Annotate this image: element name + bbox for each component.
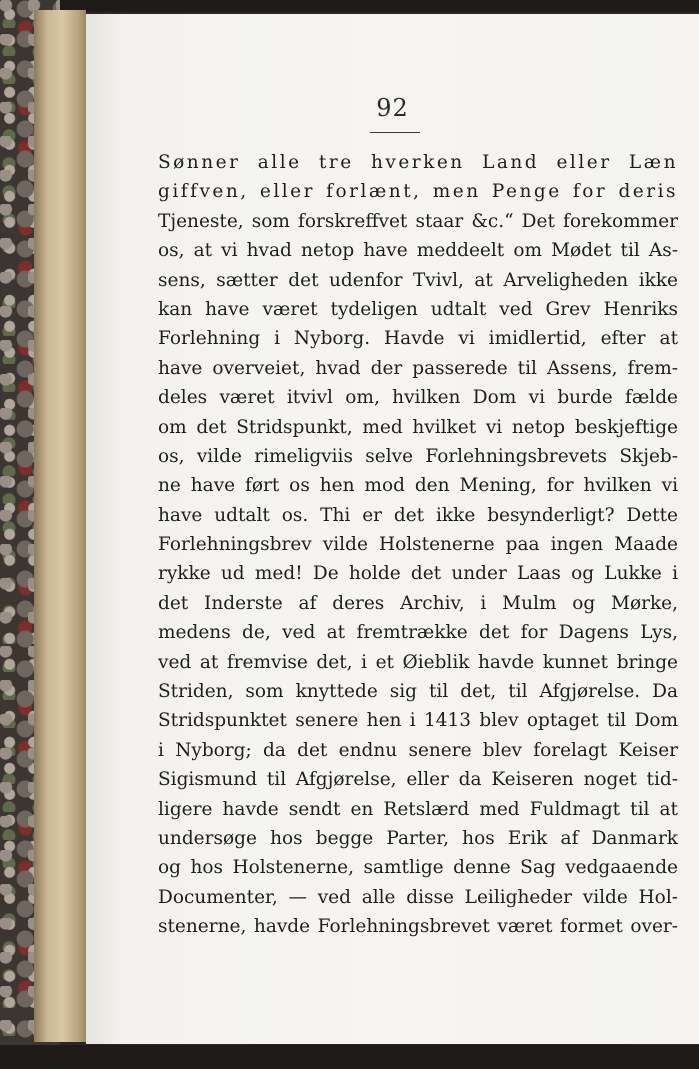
page-number-rule	[370, 132, 420, 133]
text-line: Documenter, — ved alle disse Leiligheder vilde Hol-	[158, 886, 678, 908]
body-text	[158, 148, 678, 942]
text-line: undersøge hos begge Parter, hos Erik af Danmark	[158, 827, 678, 849]
book-top-edge	[0, 0, 699, 12]
text-line: stenerne, havde Forlehningsbrevet været formet over-	[158, 916, 678, 938]
text-line: Sigismund til Afgjørelse, eller da Keiseren noget tid-	[158, 769, 678, 791]
page-number: 92	[376, 94, 409, 122]
text-line: om det Stridspunkt, med hvilket vi netop beskjeftige	[158, 416, 678, 438]
text-line: os, at vi hvad netop have meddeelt om Mødet til As-	[158, 240, 678, 262]
text-line: Tjeneste, som forskreffvet staar &c.“ Det forekommer	[158, 210, 678, 232]
text-line: kan have været tydeligen udtalt ved Grev Henriks	[158, 298, 678, 320]
text-line: i Nyborg; da det endnu senere blev forelagt Keiser	[158, 739, 678, 761]
book-bottom-edge	[0, 1045, 699, 1069]
text-line: Forlehningsbrev vilde Holstenerne paa ingen Maade	[158, 534, 678, 556]
book-binding-edge	[34, 10, 86, 1042]
text-line: ligere havde sendt en Retslærd med Fuldmagt til at	[158, 798, 678, 820]
text-line: Striden, som knyttede sig til det, til Afgjørelse. Da	[158, 681, 678, 703]
text-line: Stridspunktet senere hen i 1413 blev optaget til Dom	[158, 710, 678, 732]
text-line: have udtalt os. Thi er det ikke besynderligt? Dette	[158, 504, 678, 526]
text-line: Forlehning i Nyborg. Havde vi imidlertid, efter at	[158, 328, 678, 350]
text-line: ne have ført os hen mod den Mening, for hvilken vi	[158, 475, 678, 497]
text-line: giffven, eller forlænt, men Penge for deris	[158, 181, 678, 203]
text-line: og hos Holstenerne, samtlige denne Sag vedgaaende	[158, 857, 678, 879]
text-line: medens de, ved at fremtrække det for Dagens Lys,	[158, 622, 678, 644]
book-page	[86, 14, 699, 1044]
text-line: det Inderste af deres Archiv, i Mulm og Mørke,	[158, 592, 678, 614]
text-line: have overveiet, hvad der passerede til Assens, frem-	[158, 357, 678, 379]
text-line: Sønner alle tre hverken Land eller Læn	[158, 152, 678, 173]
text-line: sens, sætter det udenfor Tvivl, at Arveligheden ikke	[158, 269, 678, 291]
text-line: rykke ud med! De holde det under Laas og Lukke i	[158, 563, 678, 585]
text-line: os, vilde rimeligviis selve Forlehningsbrevets Skjeb-	[158, 445, 678, 467]
text-line: deles været itvivl om, hvilken Dom vi burde fælde	[158, 387, 678, 409]
text-line: ved at fremvise det, i et Øieblik havde kunnet bringe	[158, 651, 678, 673]
